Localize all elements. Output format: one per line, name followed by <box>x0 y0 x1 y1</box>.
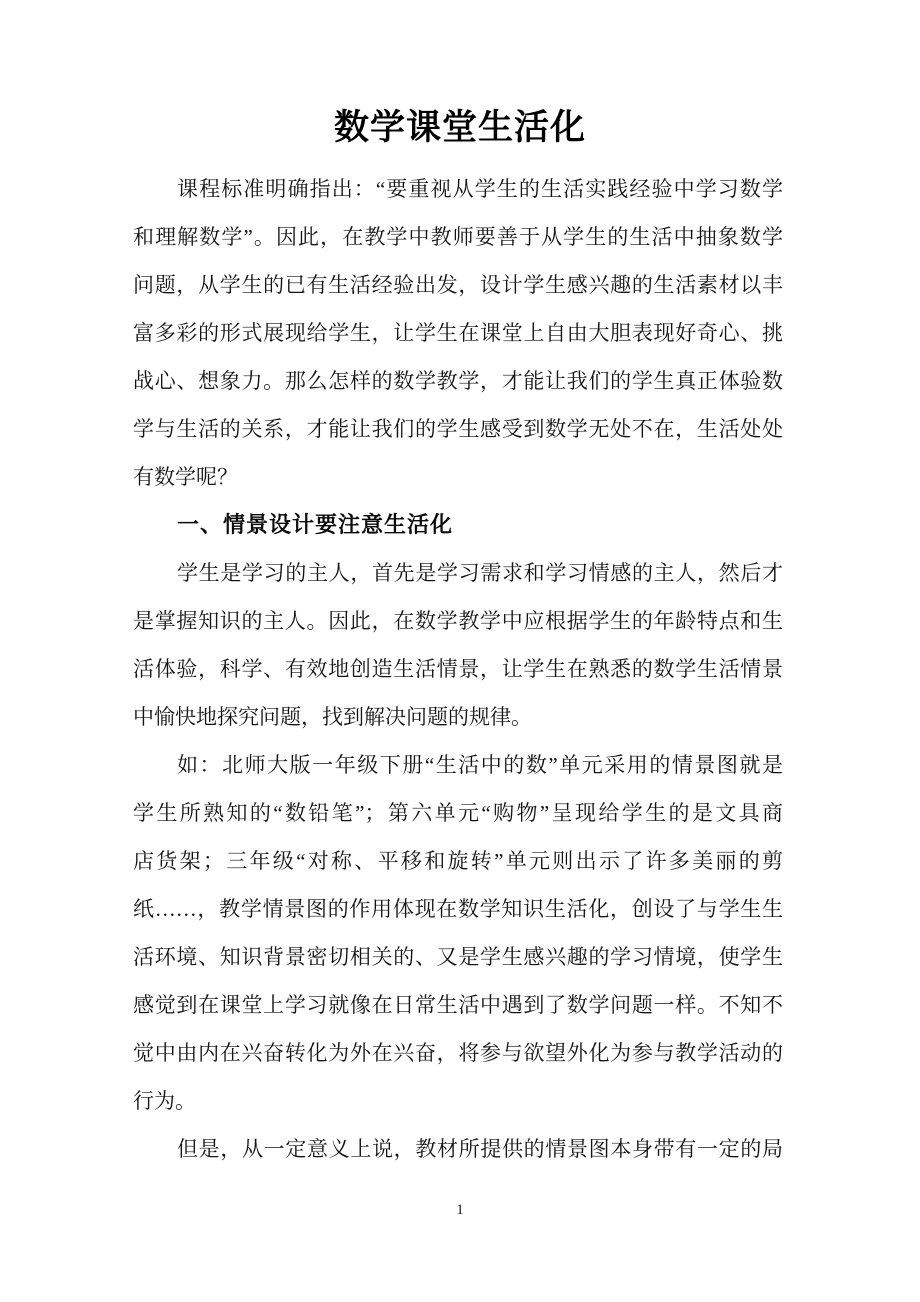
text-line: 有数学呢？ <box>133 465 238 489</box>
text-line: 是掌握知识的主人。因此，在数学教学中应根据学生的年龄特点和生 <box>133 609 783 633</box>
text-line: 富多彩的形式展现给学生，让学生在课堂上自由大胆表现好奇心、挑 <box>133 321 783 345</box>
text-line: 活环境、知识背景密切相关的、又是学生感兴趣的学习情境，使学生 <box>133 945 783 969</box>
text-line: 店货架；三年级“对称、平移和旋转”单元则出示了许多美丽的剪 <box>133 849 783 873</box>
document-title: 数学课堂生活化 <box>333 108 586 147</box>
paragraph-3 <box>133 741 783 1125</box>
text-line: 和理解数学”。因此，在教学中教师要善于从学生的生活中抽象数学 <box>133 225 783 249</box>
text-line: 行为。 <box>133 1089 196 1113</box>
text-line: 感觉到在课堂上学习就像在日常生活中遇到了数学问题一样。不知不 <box>133 993 783 1017</box>
section-heading-1: 一、情景设计要注意生活化 <box>177 512 454 537</box>
text-line: 学与生活的关系，才能让我们的学生感受到数学无处不在，生活处处 <box>133 417 783 441</box>
text-line: 如：北师大版一年级下册“生活中的数”单元采用的情景图就是 <box>177 753 783 777</box>
text-line: 战心、想象力。那么怎样的数学教学，才能让我们的学生真正体验数 <box>133 369 783 393</box>
paragraph-intro <box>133 165 783 501</box>
text-line: 觉中由内在兴奋转化为外在兴奋，将参与欲望外化为参与教学活动的 <box>133 1041 783 1065</box>
paragraph-2 <box>133 549 783 741</box>
text-line: 但是，从一定意义上说，教材所提供的情景图本身带有一定的局 <box>177 1137 783 1161</box>
text-line: 中愉快地探究问题，找到解决问题的规律。 <box>133 705 532 729</box>
text-line: 课程标准明确指出：“要重视从学生的生活实践经验中学习数学 <box>177 177 783 201</box>
paragraph-4 <box>133 1125 783 1173</box>
text-line: 学生是学习的主人，首先是学习需求和学习情感的主人，然后才 <box>177 561 783 585</box>
text-line: 纸……，教学情景图的作用体现在数学知识生活化，创设了与学生生 <box>133 897 783 921</box>
text-line: 问题，从学生的已有生活经验出发，设计学生感兴趣的生活素材以丰 <box>133 273 783 297</box>
text-line: 活体验，科学、有效地创造生活情景，让学生在熟悉的数学生活情景 <box>133 657 783 681</box>
page-number: 1 <box>456 1202 464 1218</box>
text-line: 学生所熟知的“数铅笔”；第六单元“购物”呈现给学生的是文具商 <box>133 801 783 825</box>
document-body <box>133 165 783 1173</box>
